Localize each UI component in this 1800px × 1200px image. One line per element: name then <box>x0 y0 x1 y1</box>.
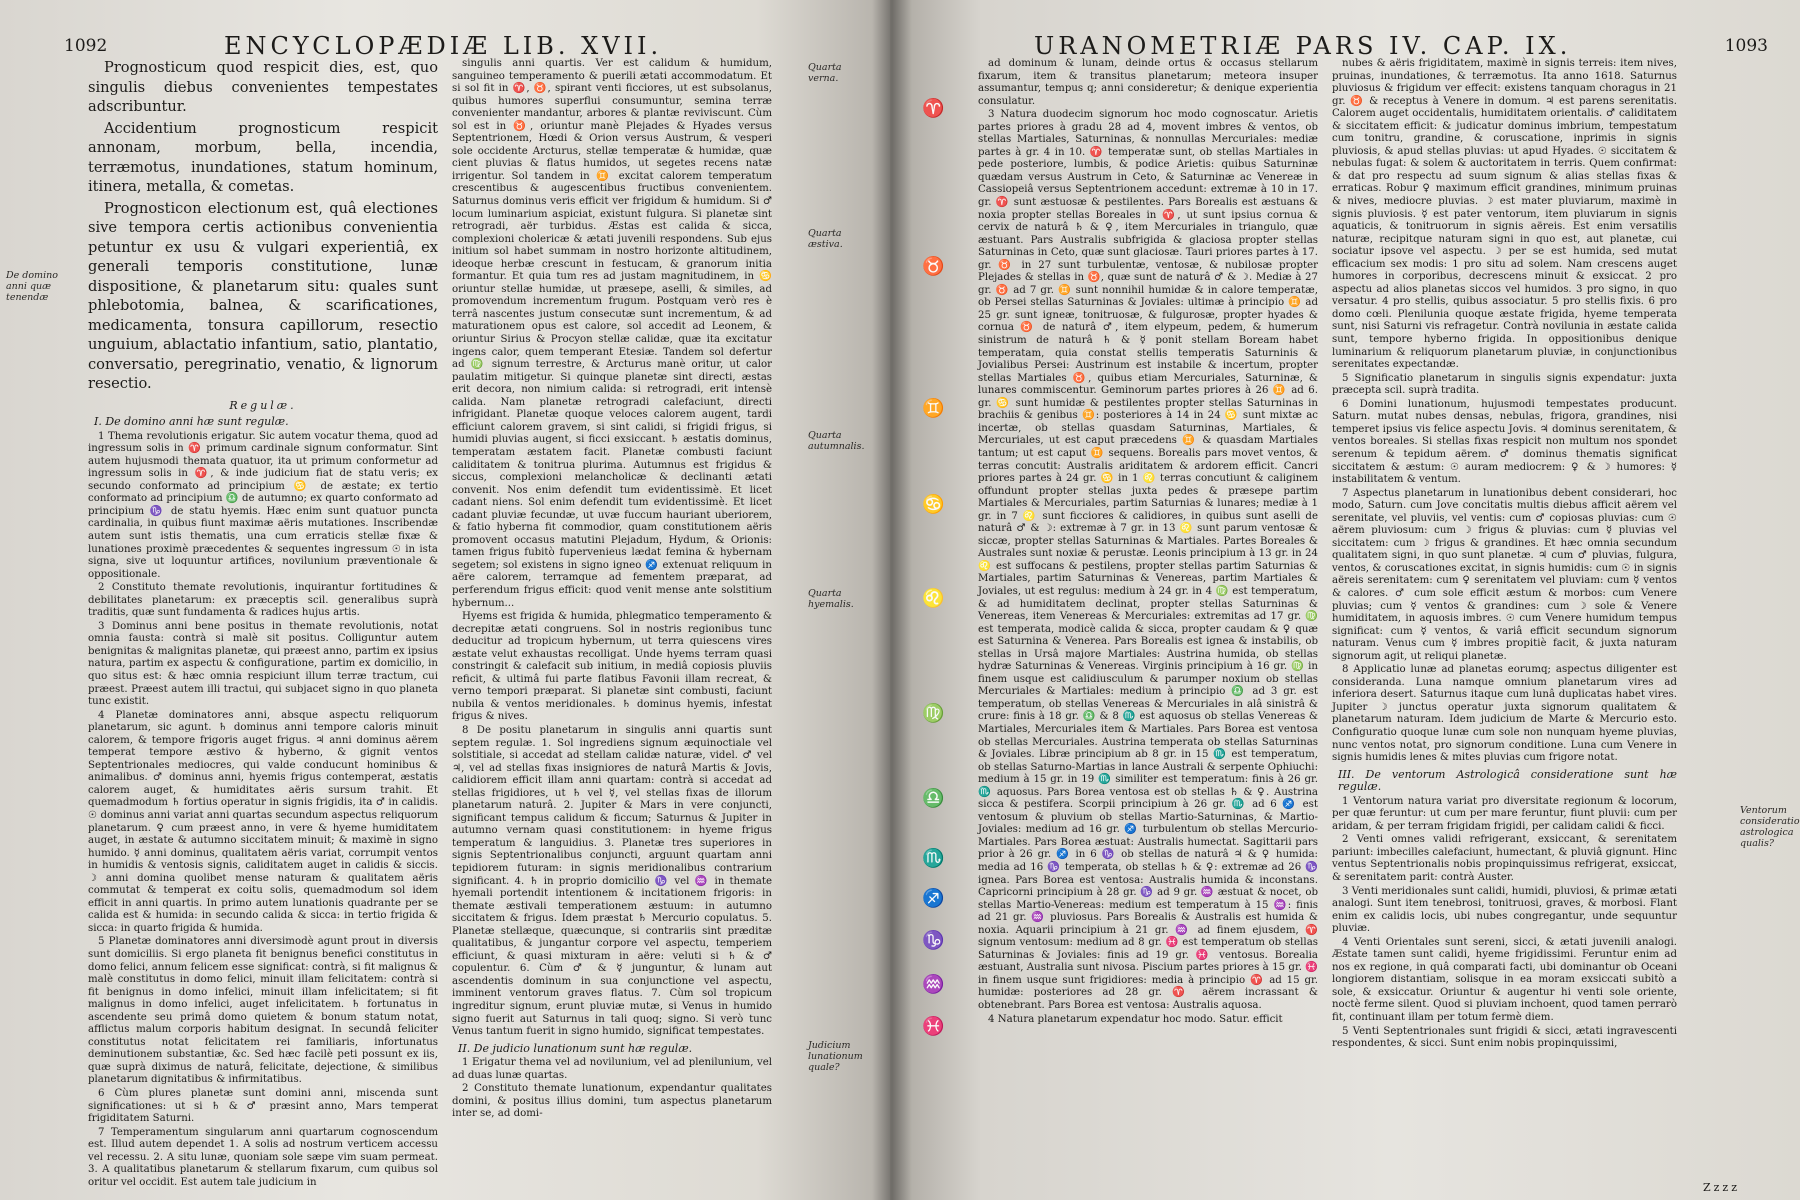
paragraph: 3 Venti meridionales sunt calidi, humidi, pluviosi, & primæ ætati analogi. Sunt item tenebrosi, tonitruosi, graves, & morbosi. Flant enim ex calidis locis, ubi nubes congregantur, unde sequuntur pluviæ. <box>1332 885 1677 935</box>
margin-note-ventorum: Ventorum consideratio astrologica qualis? <box>1740 805 1800 849</box>
paragraph: 1 Ventorum natura variat pro diversitate regionum & locorum, per quæ feruntur: ut cum per mare feruntur, fiunt pluvii: cum per aridam, & per terram frigidam frigidi, per calidam calidi & ficci. <box>1332 795 1677 832</box>
zodiac-sign-icon: ♎ <box>922 788 945 809</box>
zodiac-sign-icon: ♉ <box>922 256 945 277</box>
paragraph: 7 Temperamentum singularum anni quartarum cognoscendum est. Illud autem dependet 1. A solis ad nostrum verticem accessu vel recessu. 2. A situ lunæ, quoniam sole sæpe vim suam permeat. 3. A qualitatibus planetarum & stellarum fixarum, cum quibus sol oritur vel occidit. Est autem tale judicium in <box>88 1126 438 1188</box>
margin-note-autumnalis: Quarta autumnalis. <box>808 430 865 452</box>
zodiac-sign-icon: ♓ <box>922 1016 945 1037</box>
right-column-2 <box>1332 58 1677 1052</box>
zodiac-sign-icon: ♐ <box>922 888 945 909</box>
left-column-1 <box>88 58 438 1190</box>
paragraph: 3 Natura duodecim signorum hoc modo cognoscatur. Arietis partes priores à gradu 28 ad 4, movent imbres & ventos, ob stellas Martiales, Saturninas, & nonnullas Mercuriales: mediæ partes à gr. 4 in 10. ♈ temperatæ sunt, ob stellas Martiales in pede posteriore, lumbis, & podice Arietis: quibus Saturninæ quædam versus Austrum in Ceto, & Saturninæ ac Venereæ in Cassiopeiâ versus Septentrionem accedunt: extremæ à 10 in 17. gr. ♈ sunt æstuosæ & pestilentes. Pars Borealis est æstuans & noxia propter stellas Boreales in ♈, ut sunt ipsius cornua & cervix de naturâ ♄ & ♀, item Mercuriales in triangulo, quæ æstuant. Pars Australis subfrigida & glaciosa propter stellas Saturninas in Ceto, quæ sunt glaciosæ. Tauri priores partes à 17. gr. ♉ in 27 sunt turbulentæ, ventosæ, & nubilosæ propter Plejades & stellas in ♉, quæ sunt de naturâ ♂ & ☽. Mediæ à 27 gr. ♉ ad 7 gr. ♊ sunt nonnihil humidæ & in calore temperatæ, ob Persei stellas Saturninas & Joviales: ultimæ à principio ♊ ad 25 gr. sunt igneæ, tonitruosæ, & fulgurosæ, propter hyades & cornua ♉ de naturâ ♂, item elypeum, pedem, & humerum sinistrum de naturâ ♄ & ☿ ponit stellam Boream habet temperatam, quia constat stellis temperatis Saturninis & Jovialibus Persei: Austrinum est instabile & incertum, propter stellas Martiales ♉, quibus etiam Mercuriales, Saturninæ, & lunares commiscentur. Geminorum partes priores à 26 ♊ ad 6. gr. ♋ sunt humidæ & pestilentes propter stellas Saturninas in brachiis & genibus ♊: posteriores à 14 in 24 ♋ sunt mixtæ ac incertæ, ob stellas quasdam Saturninas, Martiales, & Mercuriales, ut est caput præcedens ♊ & quasdam Martiales tantum; ut est caput ♊ sequens. Borealis pars movet ventos, & terras concutit: Australis ariditatem & ardorem efficit. Cancri priores partes à 24 gr. ♋ in 1 ♌ terras concutiunt & caliginem offundunt propter stellas juxta pedes & præsepe partim Martiales & Mercuriales, partim Saturnias & lunares; mediæ à 1 gr. in 7 ♌ sunt ficciores & calidiores, in quibus sunt aselli de naturâ ♂ & ☽: extremæ à 7 gr. in 13 ♌ sunt parum ventosæ & siccæ, propter stellas Saturninas & Martiales. Partes Boreales & Australes sunt noxiæ & perustæ. Leonis principium à 13 gr. in 24 ♌ est suffocans & pestilens, propter stellas partim Saturnias & Martiales, partim Saturninas & Venereas, partim Martiales & Joviales, ut est regulus: medium à 24 gr. in 4 ♍ est temperatum, & ad humiditatem declinat, propter stellas Saturninas & Venereas, item Venereas & Mercuriales: extremitas ad 17 gr. ♍ est temperata, modicè calida & sicca, propter caudam & ♀ quæ est Saturnina & Venerea. Pars Borealis est ignea & instabilis, ob stellas in Ursâ majore Martiales: Austrina humida, ob stellas hydræ Saturninas & Venereas. Virginis principium à 16 gr. ♍ in finem usque est calidiusculum & parumper noxium ob stellas Mercuriales & Martiales: medium à principio ♎ ad 3 gr. est temperatum, ob stellas Venereas & Mercuriales in alâ sinistrâ & crure: finis à 18 gr. ♎ & 8 ♏ est aquosus ob stellas Venereas & Martiales, Mercuriales item & Martiales. Pars Borea est ventosa ob stellas Mercuriales. Austrina temperata ob stellas Saturninas & Joviales. Libræ principium ab 8 gr. in 15 ♏ est temperatum, ob stellas Saturno-Martias in lance Australi & serpente Ophiuchi: medium à 15 gr. in 19 ♏ similiter est temperatum: finis à 26 gr. ♏ aquosus. Pars Borea ventosa est ob stellas ♄ & ♀. Austrina sicca & pestifera. Scorpii principium à 26 gr. ♏ ad 6 ♐ est ventosum & pluvium ob stellas Martio-Saturninas, & Martio-Joviales: medium ad 16 gr. ♐ turbulentum ob stellas Mercurio-Martiales. Pars Borea æstuat: Australis humectat. Sagittarii pars prior à 26 gr. ♐ in 6 ♑ ob stellas de naturâ ♃ & ♀ humida: media ad 16 ♑ temperata, ob stellas ♄ & ♀: extremæ ad 26 ♑ ignea. Pars Borea est ventosa: Australis humida & inconstans. Capricorni principium à 28 gr. ♑ ad 9 gr. ♒ æstuat & nocet, ob stellas Martio-Venereas: medium est temperatum à 15 ♒: finis ad 21 gr. ♒ pluviosus. Pars Borealis & Australis est humida & noxia. Aquarii principium à 21 gr. ♒ ad finem ejusdem, ♈ signum ventosum: medium ad 8 gr. ♓ est temperatum ob stellas Saturninas & Joviales: finis ad 19 gr. ♓ ventosus. Borealia æstuant, Australia sunt nivosa. Piscium partes priores à 15 gr. ♓ in finem usque sunt frigidiores: media à principio ♈ ad 15 gr. humidæ: posteriores ad 28 gr. ♈ aërem incrassant & obtenebrant. Pars Borea est ventosa: Australis aquosa. <box>978 109 1318 1012</box>
zodiac-sign-icon: ♒ <box>922 974 945 995</box>
paragraph: Prognosticum quod respicit dies, est, quo singulis diebus convenientes tempestates adscribuntur. <box>88 59 438 115</box>
paragraph: nubes & aëris frigiditatem, maximè in signis terreis: item nives, pruinas, inundationes, & terræmotus. Ita anno 1618. Saturnus pluviosus & frigidum ver effecit: existens tanquam choragus in 21 gr. ♉ & receptus à Venere in domum. ♃ est parens serenitatis. Calorem auget occidentalis, humiditatem orientalis. ♂ caliditatem & siccitatem efficit: & judicatur dominus imbrium, tempestatum cum tonitru, grandine, & coruscatione, inprimis in signis pluviosis, & apud stellas pluvias: ut apud Hyades. ☉ siccitatem & nebulas fugat: & solem & auctoritatem in terris. Quem confirmat: & dat pro respectu ad suum signum & alias stellas fixas & erraticas. Robur ♀ maximum efficit grandines, minimum pruinas & nives, mediocre pluvias. ☽ est mater pluviarum, maximè in signis pluviosis. ☿ est pater ventorum, item pluviarum in signis aquaticis, & tonitruorum in signis aëreis. Est enim versatilis naturæ, recipitque naturam signi in quo est, aut planetæ, cui sociatur ipsove vel aspectu. ☽ per se est humida, sed mutat efficacium sex modis: 1 pro situ ad solem. Nam crescens auget humores in corporibus, decrescens minuit & exsiccat. 2 pro aspectu ad alios planetas siccos vel humidos. 3 pro signo, in quo versatur. 4 pro stellis, quibus associatur. 5 pro stellis fixis. 6 pro domo cœli. Plenilunia quoque æstate frigida, hyeme temperata sunt, nisi Saturni vis refragetur. Contrà novilunia in æstate calida sunt, tempore hyberno frigida. In oppositionibus denique luminarium & reliquorum planetarum pluviæ, in conjunctionibus serenitates expectandæ. <box>1332 58 1677 371</box>
margin-note-lunationum: Judicium lunationum quale? <box>808 1040 863 1073</box>
paragraph: 4 Natura planetarum expendatur hoc modo. Satur. efficit <box>988 1013 1283 1025</box>
margin-note-domino: De domino anni quæ tenendæ <box>6 270 58 303</box>
paragraph: 2 Venti omnes validi refrigerant, exsiccant, & serenitatem pariunt: imbecilles calefaciunt, humectant, & pluviâ gignunt. Hinc ventus Septentrionalis nobis propinquissimus refrigerat, exsiccat, & serenitatem parit: contrà Auster. <box>1332 834 1677 883</box>
left-column-2 <box>452 58 772 1190</box>
paragraph: 7 Aspectus planetarum in lunationibus debent considerari, hoc modo, Saturn. cum Jove concitatis multis diebus afficit aërem vel serenitate, vel pluviis, vel ventis: cum ♂ copiosas pluvias: cum ☉ aërem pluviosum: cum ☽ frigus & pluvias: cum ☿ pluvias vel siccitatem: cum ☽ frigus & grandines. Et hæc omnia secundum qualitatem signi, in quo sunt planetæ. ♃ cum ♂ pluvias, fulgura, ventos, & coruscationes excitat, in signis humidis: cum ☉ in signis aëreis serenitatem: cum ♀ serenitatem vel pluviam: cum ☿ ventos & calores. ♂ cum sole efficit æstum & morbos: cum Venere pluvias; cum ☿ ventos & grandines: cum ☽ sole & Venere humiditatem, in aquosis imbres. ☉ cum Venere humidum tempus significat: cum ☿ ventos, & variâ efficit secundum signorum naturam. Venus cum ☿ imbres propitiè facit, & juxta naturam signorum agit, ut reliqui planetæ. <box>1332 487 1677 662</box>
paragraph: 6 Cùm plures planetæ sunt domini anni, miscenda sunt significationes: ut si ♄ & ♂ præsint anno, Mars temperat frigiditatem Saturni. <box>88 1088 438 1125</box>
paragraph: 5 Planetæ dominatores anni diversimodè agunt prout in diversis sunt domiciliis. Si ergo planeta fit benignus benefici constitutus in domo felici, annum felicem esse significat: contrà, si fit malignus & malè constitutus in domo felici, minuit illam felicitatem: contrà si fit benignus in domo infelici, minuit illam infelicitatem; si fit malignus in domo infelici, auget infelicitatem. ♄ fortunatus in ascendente seu primâ domo quietem & bonum statum notat, afflictus malum corporis habitum designat. In secundâ feliciter constitutus notat felicitatem rei familiaris, infortunatus deminutionem substantiæ, &c. Sed hæc facilè peti possunt ex iis, quæ suprà diximus de naturâ, felicitate, dejectione, & similibus planetarum dignitatibus & infirmitatibus. <box>88 936 438 1086</box>
paragraph: 8 Applicatio lunæ ad planetas eorumq; aspectus diligenter est consideranda. Luna namque omnium planetarum vires ad inferiora desert. Saturnus itaque cum lunâ duplicatas habet vires. Jupiter ☽ junctus operatur juxta signorum qualitatem & planetarum naturam. Idem judicium de Marte & Mercurio esto. Configuratio quoque lunæ cum sole non nunquam hyeme pluvias, nunc ventos notat, pro signorum conditione. Luna cum Venere in signis humidis lenes & mites pluvias cum frigore notat. <box>1332 664 1677 764</box>
paragraph: 1 Thema revolutionis erigatur. Sic autem vocatur thema, quod ad ingressum solis in ♈ primum cardinale signum conformatur. Sint autem hujusmodi themata quatuor, ita ut primum conformetur ad ingressum solis in ♈, & inde judicium fiat de statu veris; ex secundo conformato ad principium ♋ de æstate; ex tertio conformato ad principium ♎ de autumno; ex quarto conformato ad principium ♑ de statu hyemis. Hæc enim sunt quatuor puncta cardinalia, in quibus fiunt maximæ aëris mutationes. Inscribendæ autem sunt istis thematis, una cum erraticis stellæ fixæ & lunationes proximè præcedentes & sequentes ingressum ☉ in ista signa, sive ut loquuntur artifices, novilunium præventionale & oppositionale. <box>88 430 438 580</box>
paragraph: 3 Dominus anni bene positus in themate revolutionis, notat omnia fausta: contrà si malè sit positus. Colliguntur autem benignitas & malignitas planetæ, qui præest anno, partim ex ipsius natura, partim ex aspectu & configuratione, partim ex domicilio, in quo situs est: & hæc omnia respiciunt illum terræ tractum, cui præest. Præest autem illi tractui, qui subjacet signo in quo planeta tunc existit. <box>88 620 438 708</box>
left-folio: 1092 <box>64 36 108 56</box>
right-running-head <box>904 28 1780 58</box>
paragraph: 2 Constituto themate revolutionis, inquirantur fortitudines & debilitates planetarum: ex præceptis scil. generalibus suprà traditis, quæ sunt fundamenta & radices hujus artis. <box>88 582 438 619</box>
paragraph: Accidentium prognosticum respicit annonam, morbum, bella, incendia, terræmotus, inundationes, statum hominum, itinera, metalla, & cometas. <box>88 119 438 195</box>
signature-mark: Zzzz <box>1702 1181 1740 1194</box>
left-columns <box>28 58 874 1190</box>
zodiac-sign-icon: ♍ <box>922 703 945 724</box>
right-folio: 1093 <box>1724 36 1768 56</box>
zodiac-sign-icon: ♌ <box>922 588 945 609</box>
zodiac-sign-icon: ♊ <box>922 398 945 419</box>
paragraph: 4 Venti Orientales sunt sereni, sicci, & ætati juvenili analogi. Æstate tamen sunt calidi, hyeme frigidissimi. Feruntur enim ad nos ex regione, in quâ comparati facti, ubi dominantur ob Oceani longiorem distantiam, solisque in ea moram exsiccati subitò a sole, & exsiccatur. Oriuntur & augentur hi venti sole oriente, noctè ferme silent. Quod si pluviam inchoent, quod tamen perrarò fit, continuant illam per totum fermè diem. <box>1332 936 1677 1024</box>
right-page <box>890 0 1800 1200</box>
paragraph: II. De judicio lunationum sunt hæ regulæ. <box>458 1041 693 1055</box>
left-running-title: ENCYCLOPÆDIÆ LIB. XVII. <box>224 32 663 60</box>
zodiac-sign-icon: ♏ <box>922 848 945 869</box>
paragraph: III. De ventorum Astrologicâ consideratione sunt hæ regulæ. <box>1338 767 1677 794</box>
paragraph: 4 Planetæ dominatores anni, absque aspectu reliquorum planetarum, sic agunt. ♄ dominus anni tempore caloris minuit calorem, & tempore frigoris auget frigus. ♃ anni dominus aërem temperat tempore æstivo & hyberno, & gignit ventos Septentrionales mediocres, qui valde conducunt hominibus & animalibus. ♂ dominus anni, hyemis frigus contemperat, æstatis calorem auget, & humiditates aëris sursum trahit. Et quemadmodum ♄ fortius operatur in signis frigidis, ita ♂ in calidis. ☉ dominus anni variat anni quartas secundum aspectus reliquorum planetarum. ♀ cum præest anno, in vere & hyeme humiditatem auget, in æstate & autumno siccitatem minuit; & maximè in signo humido. ☿ anni dominus, qualitatem aëris variat, corrumpit ventos in humidis & ventosis signis, caliditatem auget in calidis & siccis. ☽ anni domina quolibet mense naturam & qualitatem aëris commutat & temperat ex coitu solis, quemadmodum sol idem efficit in anni quartis. In primo autem lunationis quadrante per se calida est & humida: in secundo calida & sicca: in tertio frigida & sicca: in quarto frigida & humida. <box>88 709 438 934</box>
right-column-1 <box>978 58 1318 1052</box>
paragraph: 1 Erigatur thema vel ad novilunium, vel ad plenilunium, vel ad duas lunæ quartas. <box>452 1057 772 1081</box>
paragraph: 5 Significatio planetarum in singulis signis expendatur: juxta præcepta scil. suprà tradita. <box>1332 372 1677 397</box>
margin-note-hyemalis: Quarta hyemalis. <box>808 588 854 610</box>
zodiac-sign-icon: ♋ <box>922 494 945 515</box>
paragraph: Regulæ. <box>229 398 297 412</box>
margin-note-verna: Quarta verna. <box>808 62 842 84</box>
paragraph: ad dominum & lunam, deinde ortus & occasus stellarum fixarum, item & transitus planetarum; meteora insuper assumantur, tempus q; anni consideretur; & denique experientia consulatur. <box>978 58 1318 107</box>
margin-note-aestiva: Quarta æstiva. <box>808 228 843 250</box>
paragraph: singulis anni quartis. Ver est calidum & humidum, sanguineo temperamento & puerili ætati accommodatum. Et si sol fit in ♈, ♉, spirant venti ficciores, ut est subsolanus, quibus humores superflui consumuntur, semina terræ convenienter mandantur, arbores & plantæ reviviscunt. Cùm sol est in ♉, oriuntur manè Plejades & Hyades versus Septentrionem, Hœdi & Orion versus Austrum, & vesperi sole occidente Arcturus, stellæ temperatæ & humidæ, quæ cient pluvias & flatus humidos, ut segetes recens natæ irrigentur. Sol tandem in ♊ excitat calorem temperatum crescentibus & augescentibus fructibus convenientem. Saturnus dominus veris efficit ver frigidum & humidum. Si ♂ locum luminarium aspiciat, existunt fulgura. Si planetæ sint retrogradi, aër turbidus. Æstas est calida & sicca, complexioni cholericæ & ætati juvenili respondens. Sub ejus initium sol habet summam in nostro horizonte altitudinem, ideoque herbæ crescunt in festucam, & granorum initia formantur. Et quia tum res ad justam magnitudinem, in ♋ oriuntur stellæ humidæ, ut præsepe, aselli, & similes, ad promovendum incrementum frugum. Postquam verò res è terrâ nascentes justum consecutæ sunt incrementum, & ad maturationem opus est calore, sol accedit ad Leonem, & oriuntur Sirius & Procyon stellæ calidæ, quæ ita excitatur ingens calor, quem temperant Etesiæ. Tandem sol defertur ad ♍ signum terrestre, & Arcturus manè oritur, ut calor paulatim mitigetur. Si quinque planetæ sint directi, æstas erit decora, non nimium calida: si retrogradi, erit intensè calida. Nam planetæ retrogradi calefaciunt, directi infrigidant. Planetæ quoque veloces calorem augent, tardi efficiunt calorem gravem, si sint calidi, si frigidi frigus, si humidi pluvias augent, si ficci exsiccant. ♄ æstatis dominus, temperatam æstatem facit. Planetæ combusti faciunt caliditatem & tonitrua plurima. Autumnus est frigidus & siccus, complexioni melancholicæ & declinanti ætati convenit. Nos enim defendit tum evidentissimè. Et licet cadant niens. Sol enim defendit tum evidentissimè. Et licet cadant pluviæ fecundæ, ut uvæ fuccum hauriant uberiorem, & fatio hyberna fit commodior, quam constitutionem aëris promovent occasus matutini Plejadum, Hydum, & Orionis: tamen frigus fubitò fupervenieus lædat femina & hybernam segetem; sol existens in signo igneo ♐ extenuat reliquum in aëre calorem, terramque ad fementem præparat, ad perferendum frigus efficit: quod venit mense ante solstitium hybernum... <box>452 58 772 609</box>
left-page <box>0 0 890 1200</box>
zodiac-sign-icon: ♈ <box>922 98 945 119</box>
paragraph: 5 Venti Septentrionales sunt frigidi & sicci, ætati ingravescenti respondentes, & sicci. Sunt enim nobis propinquissimi, <box>1332 1025 1677 1050</box>
paragraph: Hyems est frigida & humida, phlegmatico temperamento & decrepitæ ætati congruens. Sol in nostris regionibus tunc deducitur ad tropicum hybernum, ut terra quiescens vires æstate velut exhaustas recolligat. Unde hyems terram quasi constringit & calefacit sub initium, in mediâ copiosis pluviis reficit, & ultimâ fui parte flatibus Favonii illam recreat, & verno tempori præparat. Si planetæ sint combusti, faciunt nubila & ventos meridionales. ♄ dominus hyemis, infestat frigus & nives. <box>452 611 772 723</box>
left-running-head <box>28 28 874 58</box>
paragraph: 2 Constituto themate lunationum, expendantur qualitates domini, & positus illius domini, tum aspectus planetarum inter se, ad domi- <box>452 1083 772 1120</box>
right-columns <box>904 58 1780 1052</box>
paragraph: 8 De positu planetarum in singulis anni quartis sunt septem regulæ. 1. Sol ingrediens signum æquinoctiale vel solstitiale, si accedat ad stellam calidæ naturæ, videl. ♂ vel ♃, vel ad stellas fixas insigniores de naturâ Martis & Jovis, calidiorem efficit illam anni quartam: contrà si accedat ad stellas frigidiores, ut ♄ vel ☿, vel stellas fixas de illorum planetarum naturâ. 2. Jupiter & Mars in vere conjuncti, significant tempus calidum & ficcum; Saturnus & Jupiter in autumno vernam quasi constitutionem: in hyeme frigus temperatum & languidius. 3. Planetæ tres superiores in signis Septentrionalibus conjuncti, arguunt quartam anni tepidiorem futuram: in signis meridionalibus contrarium significant. 4. ♄ in proprio domicilio ♑ vel ♒ in themate hyemali portendit intentionem & incitationem frigoris: in themate æstivali temperationem æstuum: in autumno siccitatem & frigus. Idem præstat ♄ Mercurio copulatus. 5. Planetæ stellæque, quæcunque, si contrariis sint præditæ qualitatibus, & jungantur corpore vel aspectu, temperiem efficiunt, & quasi mixturam in aëre: veluti si ♄ & ♂ copulentur. 6. Cùm ♂ & ☿ junguntur, & lunam aut ascendentis dominum in sua conjunctione vel aspectu, imminent ventorum graves flatus. 7. Cùm sol tropicum ingreditur signum, erunt pluviæ mutæ, si Venus in humido signo fuerit aut Saturnus in tali quoq; signo. Si verò tunc Venus tantum fuerit in signo humido, significat tempestates. <box>452 724 772 1038</box>
right-running-title: URANOMETRIÆ PARS IV. CAP. IX. <box>1034 32 1572 60</box>
paragraph: Prognosticon electionum est, quâ electiones sive tempora certis actionibus convenientia petuntur ex usu & vulgari experientiâ, ex generali temporis constitutione, lunæ dispositione, & planetarum situ: quales sunt phlebotomia, balnea, & scarificationes, medicamenta, tonsura capillorum, resectio unguium, ablactatio infantium, satio, plantatio, conversatio, peregrinatio, venatio, & lignorum resectio. <box>88 199 438 392</box>
zodiac-sign-icon: ♑ <box>922 930 945 951</box>
paragraph: I. De domino anni hæ sunt regulæ. <box>94 415 289 429</box>
paragraph: 6 Domini lunationum, hujusmodi tempestates producunt. Saturn. mutat nubes densas, nebulas, frigora, grandines, nisi temperet ipsius vis felice aspectu Jovis. ♃ dominus serenitatem, & ventos boreales. Si stellas fixas respicit non multum nos spondet serenum & tepidum aërem. ♂ dominus thematis significat siccitatem & æstum: ☉ auram mediocrem: ♀ & ☽ humores: ☿ instabilitatem & ventum. <box>1332 398 1677 486</box>
